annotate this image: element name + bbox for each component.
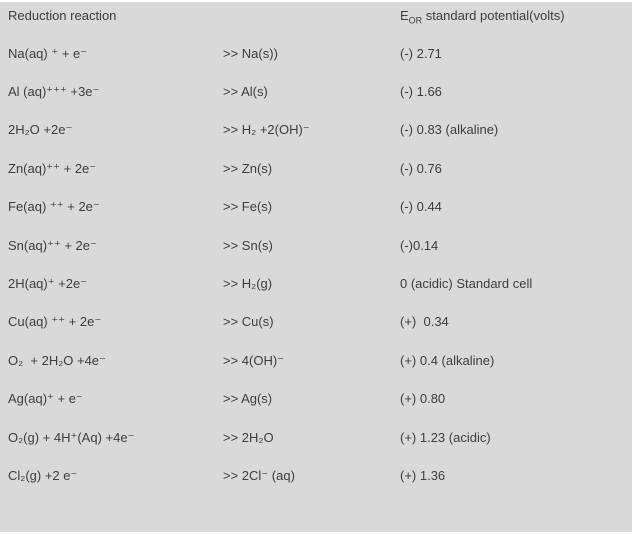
potential-cell: (-) 0.76 [400, 160, 442, 176]
product-cell: >> 4(OH)⁻ [223, 352, 285, 368]
product-cell: >> Cu(s) [223, 314, 274, 330]
table-row-oxygen-acidic [0, 418, 632, 456]
product-cell: >> Fe(s) [223, 199, 273, 215]
potential-cell: (+) 0.4 (alkaline) [400, 352, 495, 368]
potential-cell: (+) 0.34 [400, 314, 449, 330]
reactant-cell: 2H₂O +2e⁻ [8, 122, 73, 138]
reactant-cell: Fe(aq) ⁺⁺ + 2e⁻ [8, 199, 100, 215]
reactant-cell: Al (aq)⁺⁺⁺ +3e⁻ [8, 84, 100, 100]
product-cell: >> 2H₂O [223, 429, 274, 445]
product-cell: >> Ag(s) [223, 391, 273, 407]
table-row-cu [0, 303, 632, 341]
reactant-cell: Sn(aq)⁺⁺ + 2e⁻ [8, 237, 97, 253]
product-cell: >> Al(s) [223, 84, 268, 100]
product-cell: >> Na(s)) [223, 45, 278, 61]
reactant-cell: Cl₂(g) +2 e⁻ [8, 467, 78, 483]
reactant-cell: O₂ + 2H₂O +4e⁻ [8, 352, 106, 368]
table-header-row [0, 6, 632, 34]
table-row-na [0, 34, 632, 72]
potential-column-header [400, 8, 632, 29]
table-row-zn [0, 149, 632, 187]
table-row-water [0, 111, 632, 149]
potential-cell: (-) 1.66 [400, 84, 442, 100]
reactant-cell: Na(aq) ⁺ + e⁻ [8, 45, 88, 61]
table-row-hydrogen [0, 264, 632, 302]
potential-header-subscript: OR [408, 15, 423, 26]
reactant-cell: Cu(aq) ⁺⁺ + 2e⁻ [8, 314, 102, 330]
potential-cell: (+) 1.36 [400, 467, 446, 483]
potential-cell: (-) 0.44 [400, 199, 442, 215]
product-cell: >> 2Cl⁻ (aq) [223, 467, 295, 483]
potential-cell: (+) 1.23 (acidic) [400, 429, 491, 445]
table-row-ag [0, 380, 632, 418]
reactant-cell: 2H(aq)⁺ +2e⁻ [8, 276, 88, 292]
potential-cell: 0 (acidic) Standard cell [400, 276, 533, 292]
potential-cell: (-) 2.71 [400, 45, 442, 61]
potential-cell: (-) 0.83 (alkaline) [400, 122, 499, 138]
table-row-al [0, 72, 632, 110]
potential-cell: (+) 0.80 [400, 391, 446, 407]
table-row-fe [0, 188, 632, 226]
reactant-cell: Zn(aq)⁺⁺ + 2e⁻ [8, 160, 97, 176]
product-cell: >> Zn(s) [223, 160, 273, 176]
reaction-column-header: Reduction reaction [8, 8, 117, 23]
potential-header-symbol: E [400, 8, 409, 23]
potential-cell: (-)0.14 [400, 237, 439, 253]
reactant-cell: Ag(aq)⁺ + e⁻ [8, 391, 83, 407]
table-row-sn [0, 226, 632, 264]
product-cell: >> H₂ +2(OH)⁻ [223, 122, 310, 138]
reactant-cell: O₂(g) + 4H⁺(Aq) +4e⁻ [8, 429, 135, 445]
reduction-potential-table [0, 2, 632, 532]
table-row-cl [0, 456, 632, 494]
product-cell: >> Sn(s) [223, 237, 273, 253]
potential-header-text: standard potential(volts) [422, 8, 565, 23]
table-row-oxygen-alkaline [0, 341, 632, 379]
product-cell: >> H₂(g) [223, 276, 273, 292]
